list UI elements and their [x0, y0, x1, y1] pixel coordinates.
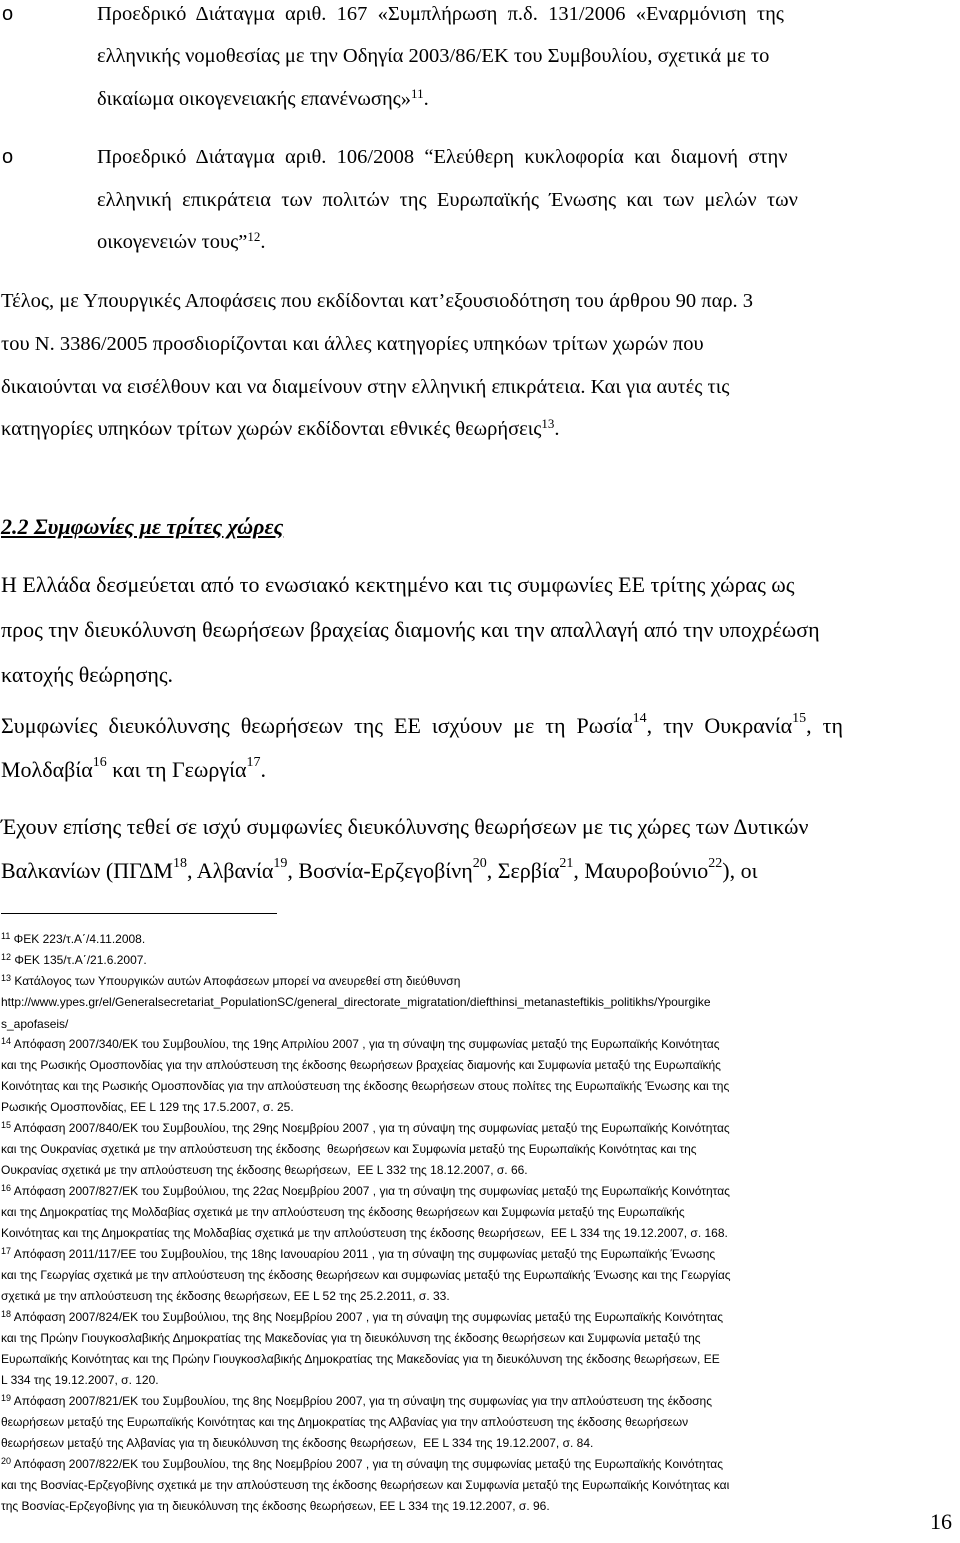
bullet-marker: o: [2, 3, 14, 25]
footnote-ref[interactable]: 11: [411, 86, 424, 101]
footnote-number: 15: [1, 1120, 12, 1130]
bullet-line: οικογενειών τους”$^{12}$.: [97, 229, 266, 253]
footnote-number: 11: [1, 931, 11, 941]
paragraph-line: δικαιούνται να εισέλθουν και να διαμείνουν στην ελληνική επικράτεια. Και για αυτές τις: [1, 376, 730, 398]
paragraph-line: Συμφωνίες διευκόλυνσης θεωρήσεων της ΕΕ ισχύουν με τη Ρωσία$^{14}$, την Ουκρανία$^{15}$, τη: [1, 711, 843, 738]
footnote-ref[interactable]: 15: [792, 711, 807, 726]
paragraph-line: Έχουν επίσης τεθεί σε ισχύ συμφωνίες διευκόλυνσης θεωρήσεων με τις χώρες των Δυτικών: [1, 814, 809, 839]
bullet-line: Προεδρικό Διάταγμα αριθ. 167 «Συμπλήρωση π.δ. 131/2006 «Εναρμόνιση της: [97, 3, 784, 25]
footnote-number: 18: [1, 1309, 12, 1319]
footnote-ref[interactable]: 18: [172, 856, 187, 871]
footnote-ref[interactable]: 13: [541, 416, 555, 431]
paragraph-line: του Ν. 3386/2005 προσδιορίζονται και άλλες κατηγορίες υπηκόων τρίτων χωρών που: [1, 333, 704, 355]
footnote-ref[interactable]: 21: [559, 856, 574, 871]
footnote-number: 12: [1, 952, 12, 962]
paragraph-line: προς την διευκόλυνση θεωρήσεων βραχείας διαμονής και την απαλλαγή από την υποχρέωση: [1, 617, 820, 642]
section-heading: 2.2 Συμφωνίες με τρίτες χώρες: [1, 514, 284, 539]
footnote-ref[interactable]: 12: [247, 229, 261, 244]
footnote-ref[interactable]: 17: [246, 755, 261, 770]
footnote-link[interactable]: http://www.ypes.gr/el/Generalsecretariat_PopulationSC/general_directorate_migratation/diefthinsi_metanasteftikis_politikhs/Ypourgike: [1, 995, 711, 1009]
bullet-line: ελληνικής νομοθεσίας με την Οδηγία 2003/86/ΕΚ του Συμβουλίου, σχετικά με το: [97, 45, 770, 67]
footnote-separator: [1, 913, 277, 914]
footnote-number: 13: [1, 973, 12, 983]
bullet-line: Προεδρικό Διάταγμα αριθ. 106/2008 “Ελεύθερη κυκλοφορία και διαμονή στην: [97, 146, 788, 168]
footnote-number: 14: [1, 1036, 12, 1046]
document-page: o Προεδρικό Διάταγμα αριθ. 167 «Συμπλήρωση π.δ. 131/2006 «Εναρμόνιση της ελληνικής νομοθεσίας με την Οδηγία 2003/86/ΕΚ του Συμβουλίου, σχετικά με το δικαίωμα οικογενειακής επανένωσης»$^{11}$. o Προεδρικό Διάταγμα αριθ. 106/2008 “Ελεύθερη κυκλοφορία και διαμονή στην ελληνική επικράτεια των πολιτών της Ευρωπαϊκής Ένωσης και των μελών των οικογενειών τους”$^{12}$. Τέλος, με Υπουργικές Αποφάσεις που εκδίδονται κατ’εξουσιοδότηση του άρθρου 90 παρ. 3 του Ν. 3386/2005 προσδιορίζονται και άλλες κατηγορίες υπηκόων τρίτων χωρών που δικαιούνται να εισέλθουν και να διαμείνουν στην ελληνική επικράτεια. Και για αυτές τις κατηγορίες υπηκόων τρίτων χωρών εκδίδονται εθνικές θεωρήσεις$^{13}$. 2.2 Συμφωνίες με τρίτες χώρες Η Ελλάδα δεσμεύεται από το ενωσιακό κεκτημένο και τις συμφωνίες ΕΕ τρίτης χώρας ως προς την διευκόλυνση θεωρήσεων βραχείας διαμονής και την απαλλαγή από την υποχρέωση κατοχής θεώρησης. Συμφωνίες διευκόλυνσης θεωρήσεων της ΕΕ ισχύουν με τη Ρωσία$^{14}$, την Ουκρανία$^{15}$, τη Μολδαβία$^{16}$ και τη Γεωργία$^{17}$. Έχουν επίσης τεθεί σε ισχύ συμφωνίες διευκόλυνσης θεωρήσεων με τις χώρες των Δυτικών Βαλκανίων (ΠΓΔΜ$^{18}$, Αλβανία$^{19}$, Βοσνία-Ερζεγοβίνη$^{20}$, Σερβία$^{21}$, Μαυροβούνιο$^{22}$), οι $^{11}$ ΦΕΚ 223/τ.Α΄/4.11.2008. $^{12}$ ΦΕΚ 135/τ.Α΄/21.6.2007. $^{13}$ Κατάλογος των Υπουργικών αυτών Αποφάσεων μπορεί να ανευρεθεί στη διεύθυνση http://www.ypes.gr/el/Generalsecretariat_PopulationSC/general_directorate_migratation/diefthinsi_metanasteftikis_politikhs/Ypourgike s_apofaseis/ $^{14}$ Απόφαση 2007/340/ΕΚ του Συμβουλίου, της 19ης Απριλίου 2007 , για τη σύναψη της συμφωνίας μεταξύ της Ευρωπαϊκής Κοινότητας και της Ρωσικής Ομοσπονδίας για την απλούστευση της έκδοσης θεωρήσεων βραχείας διαμονής και Συμφωνία μεταξύ της Ευρωπαϊκής Κοινότητας και της Ρωσικής Ομοσπονδίας για την απλούστευση της έκδοσης θεωρήσεων στους πολίτες της Ευρωπαϊκής Ένωσης και της Ρωσικής Ομοσπονδίας, ΕΕ L 129 της 17.5.2007, σ. 25. $^{15}$ Απόφαση 2007/840/ΕΚ του Συμβουλίου, της 29ης Νοεμβρίου 2007 , για τη σύναψη της συμφωνίας μεταξύ της Ευρωπαϊκής Κοινότητας και της Ουκρανίας σχετικά με την απλούστευση της έκδοσης θεωρήσεων και Συμφωνία μεταξύ της Ευρωπαϊκής Κοινότητας και της Ουκρανίας σχετικά με την απλούστευση της έκδοσης θεωρήσεων, ΕΕ L 332 της 18.12.2007, σ. 66. $^{16}$ Απόφαση 2007/827/ΕΚ του Συμβούλιου, της 22ας Νοεμβρίου 2007 , για τη σύναψη της συμφωνίας μεταξύ της Ευρωπαϊκής Κοινότητας και της Δημοκρατίας της Μολδαβίας σχετικά με την απλούστευση της έκδοσης θεωρήσεων και Συμφωνία μεταξύ της Ευρωπαϊκής Κοινότητας και της Δημοκρατίας της Μολδαβίας σχετικά με την απλούστευση της έκδοσης θεωρήσεων, ΕΕ L 334 της 19.12.2007, σ. 168. $^{17}$ Απόφαση 2011/117/ΕΕ του Συμβουλίου, της 18ης Ιανουαρίου 2011 , για τη σύναψη της συμφωνίας μεταξύ της Ευρωπαϊκής Ένωσης και της Γεωργίας σχετικά με την απλούστευση της έκδοσης θεωρήσεων και συμφωνίας μεταξύ της Ευρωπαϊκής Ένωσης και της Γεωργίας σχετικά με την απλούστευση της έκδοσης θεωρήσεων, ΕΕ L 52 της 25.2.2011, σ. 33. $^{18}$ Απόφαση 2007/824/ΕΚ του Συμβούλιου, της 8ης Νοεμβρίου 2007 , για τη σύναψη της συμφωνίας μεταξύ της Ευρωπαϊκής Κοινότητας και της Πρώην Γιουγκοσλαβικής Δημοκρατίας της Μακεδονίας για τη διευκόλυνση της έκδοσης θεωρήσεων και Συμφωνία μεταξύ της Ευρωπαϊκής Κοινότητας και της Πρώην Γιουγκοσλαβικής Δημοκρατίας της Μακεδονίας για τη διευκόλυνση της έκδοσης θεωρήσεων, ΕΕ L 334 της 19.12.2007, σ. 120. $^{19}$ Απόφαση 2007/821/ΕΚ του Συμβουλίου, της 8ης Νοεμβρίου 2007, για τη σύναψη της συμφωνίας για την απλούστευση της έκδοσης θεωρήσεων μεταξύ της Ευρωπαϊκής Κοινότητας και της Δημοκρατίας της Αλβανίας για την απλούστευση της έκδοσης θεωρήσεων θεωρήσεων μεταξύ της Αλβανίας για τη διευκόλυνση της έκδοσης θεωρήσεων, ΕΕ L 334 της 19.12.2007, σ. 84. $^{20}$ Απόφαση 2007/822/ΕΚ του Συμβουλίου, της 8ης Νοεμβρίου 2007 , για τη σύναψη της συμφωνίας μεταξύ της Ευρωπαϊκής Κοινότητας και της Βοσνίας-Ερζεγοβίνης σχετικά με την απλούστευση της έκδοσης θεωρήσεων και Συμφωνία μεταξύ της Ευρωπαϊκής Κοινότητας και της Βοσνίας-Ερζεγοβίνης για τη διευκόλυνση της έκδοσης θεωρήσεων, ΕΕ L 334 της 19.12.2007, σ. 96. 16: [0, 0, 960, 1543]
footnote-ref[interactable]: 14: [632, 711, 647, 726]
paragraph-line: Μολδαβία$^{16}$ και τη Γεωργία$^{17}$.: [1, 755, 267, 782]
footnote-ref[interactable]: 22: [708, 856, 723, 871]
paragraph-line: κατοχής θεώρησης.: [1, 662, 174, 687]
bullet-line: δικαίωμα οικογενειακής επανένωσης»$^{11}$.: [97, 86, 429, 110]
bullet-line: ελληνική επικράτεια των πολιτών της Ευρωπαϊκής Ένωσης και των μελών των: [97, 189, 798, 211]
footnote-ref[interactable]: 20: [472, 856, 487, 871]
footnote-number: 19: [1, 1393, 12, 1403]
footnote-number: 20: [1, 1456, 12, 1466]
paragraph-line: Βαλκανίων (ΠΓΔΜ$^{18}$, Αλβανία$^{19}$, Βοσνία-Ερζεγοβίνη$^{20}$, Σερβία$^{21}$, Μαυροβούνιο$^{22}$), οι: [1, 856, 758, 883]
footnote-link-cont[interactable]: s_apofaseis/: [1, 1017, 69, 1031]
footnote-number: 17: [1, 1246, 12, 1256]
footnote-ref[interactable]: 16: [92, 755, 107, 770]
paragraph-line: Η Ελλάδα δεσμεύεται από το ενωσιακό κεκτημένο και τις συμφωνίες ΕΕ τρίτης χώρας ως: [1, 572, 795, 597]
page-number: 16: [930, 1509, 952, 1534]
paragraph-line: Τέλος, με Υπουργικές Αποφάσεις που εκδίδονται κατ’εξουσιοδότηση του άρθρου 90 παρ. 3: [1, 290, 754, 312]
footnote-number: 16: [1, 1183, 12, 1193]
paragraph-line: κατηγορίες υπηκόων τρίτων χωρών εκδίδονται εθνικές θεωρήσεις$^{13}$.: [1, 416, 560, 440]
bullet-marker: o: [2, 146, 14, 168]
footnote-ref[interactable]: 19: [273, 856, 288, 871]
